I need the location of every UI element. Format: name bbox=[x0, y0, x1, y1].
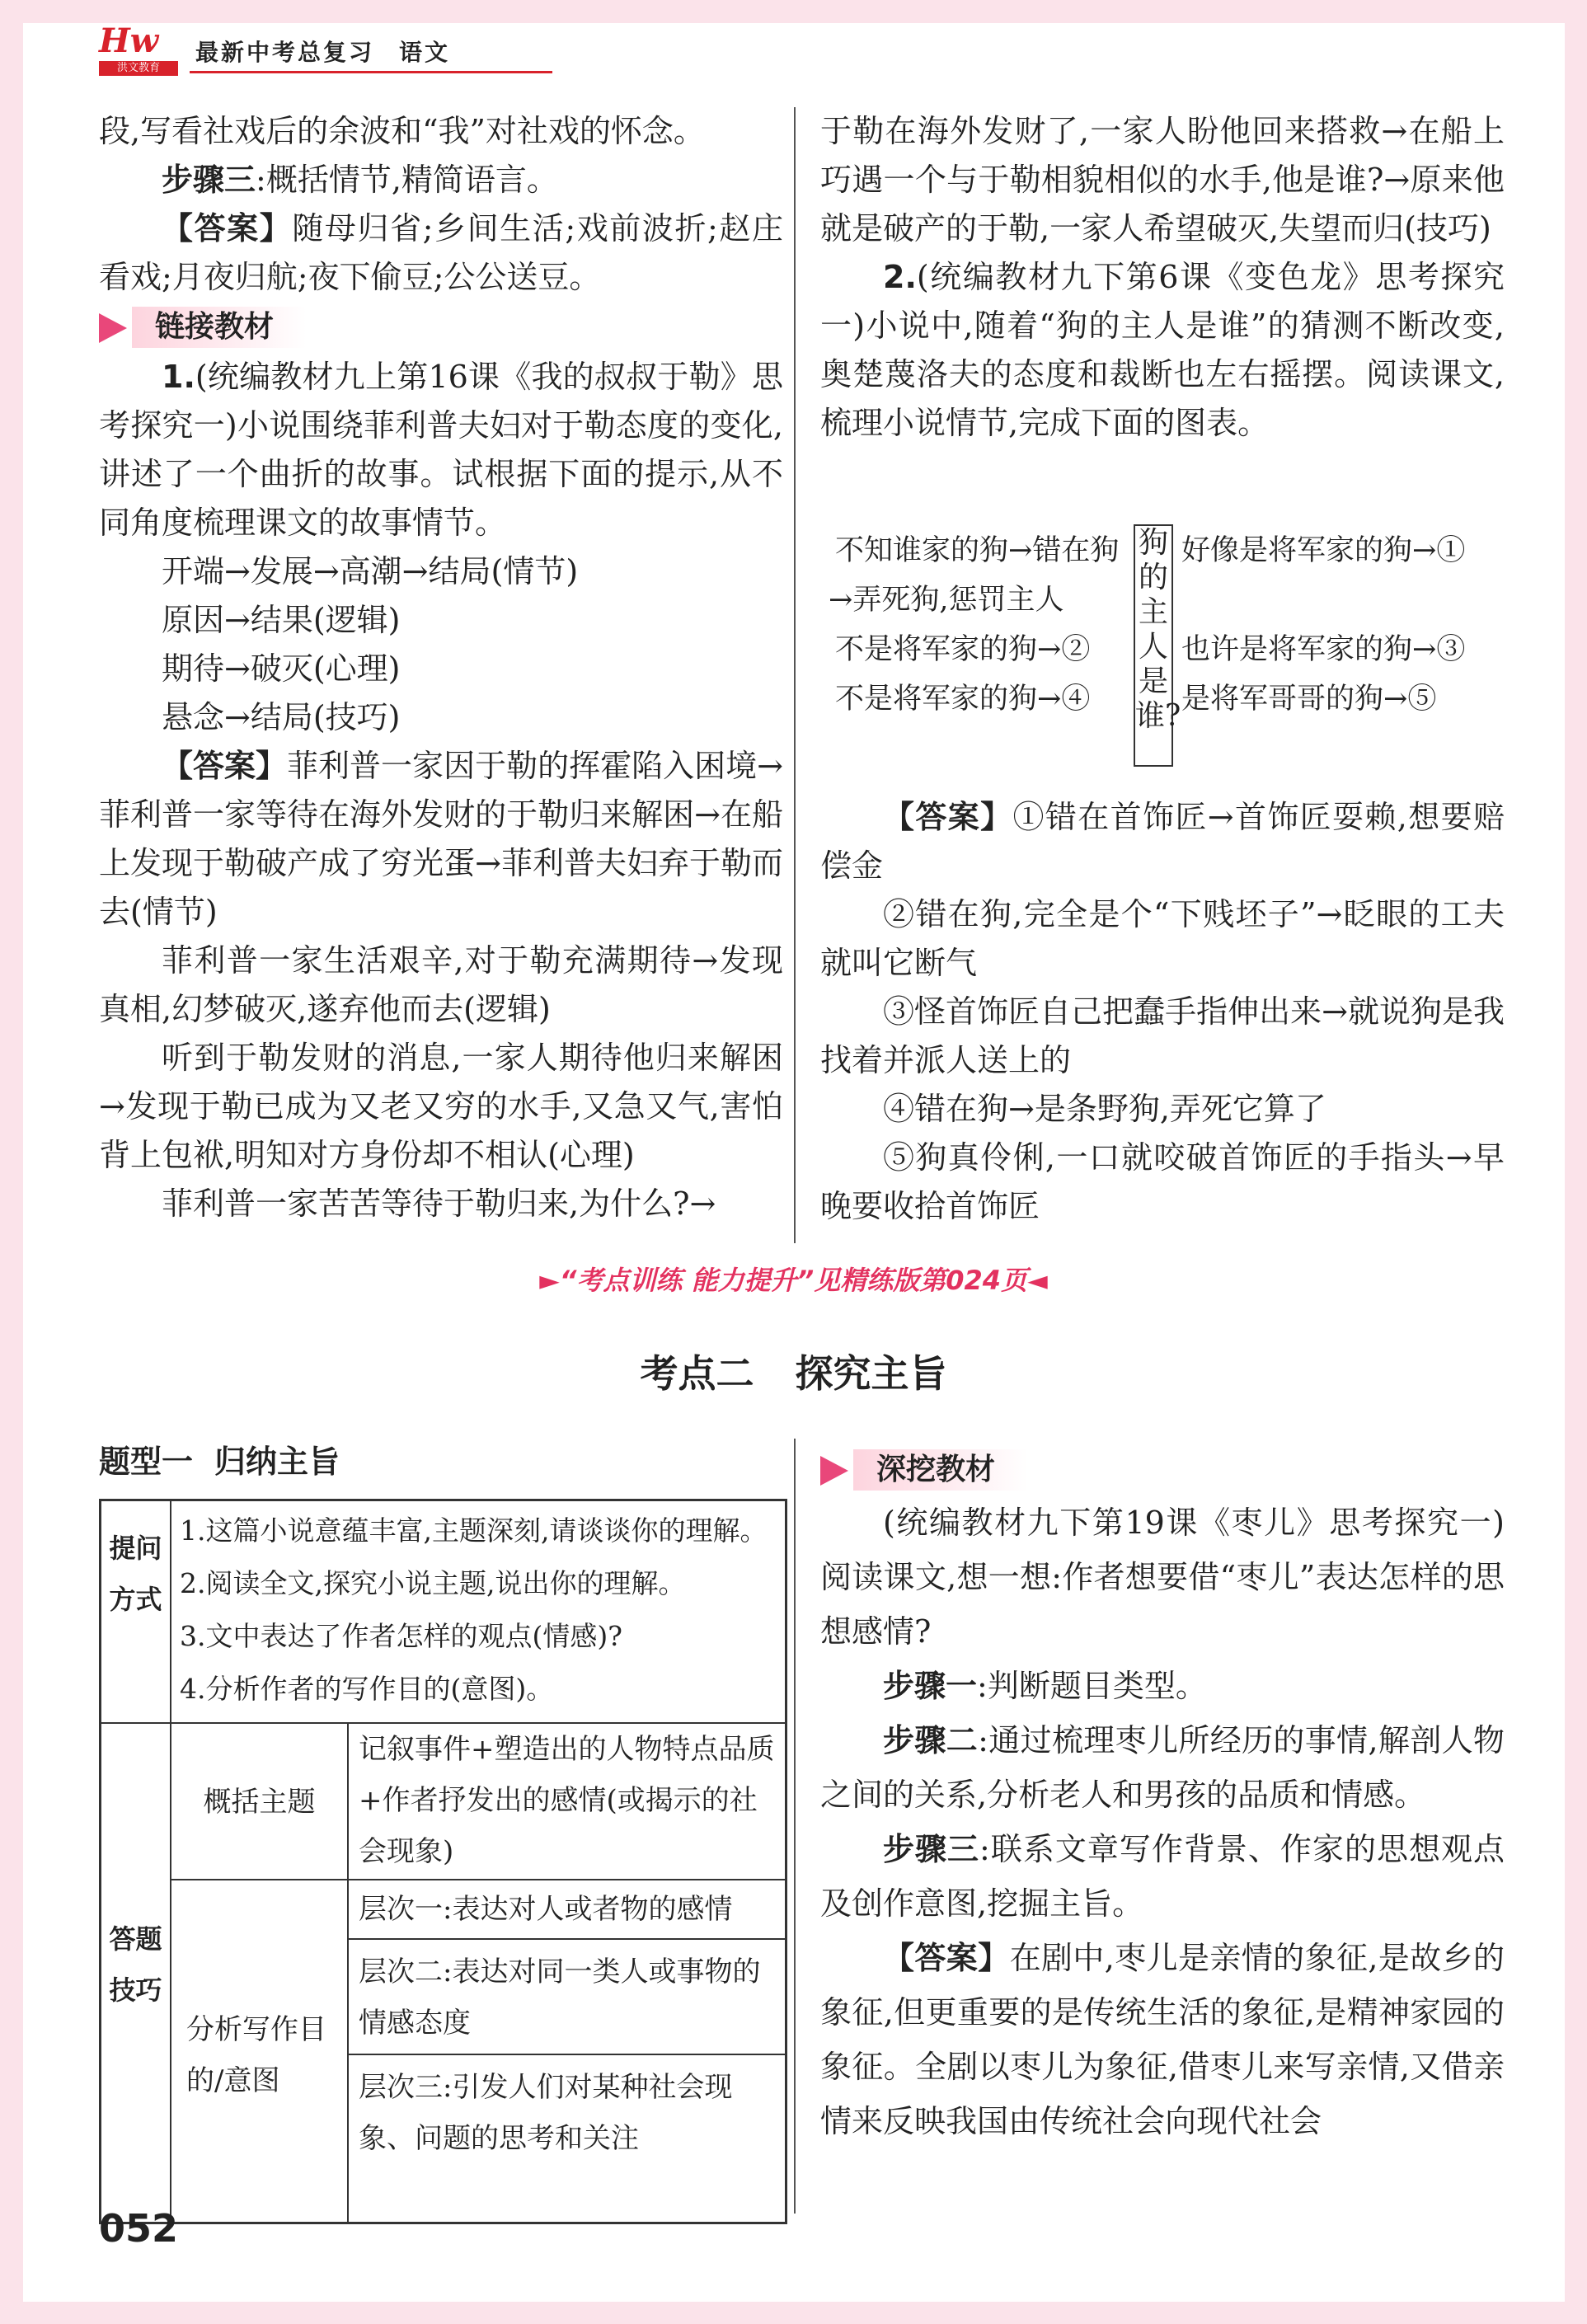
diagram-left-1: 不知谁家的狗→错在狗 bbox=[835, 534, 1120, 567]
hint: 原因→结果(逻辑) bbox=[162, 602, 401, 638]
table-level-3: 层次三:引发人们对某种社会现象、问题的思考和关注 bbox=[359, 2071, 733, 2155]
method-table bbox=[99, 1499, 787, 2224]
section-arrow-icon bbox=[820, 1456, 848, 1486]
step-three: 步骤三:联系文章写作背景、作家的思想观点及创作意图,挖掘主旨。 bbox=[820, 1831, 1505, 1922]
paragraph: 段,写看社戏后的余波和“我”对社戏的怀念。 bbox=[99, 113, 705, 149]
answer: 【答案】①错在首饰匠→首饰匠耍赖,想要赔偿金 bbox=[820, 799, 1505, 884]
diagram-left-3: 不是将军家的狗→② bbox=[835, 633, 1091, 666]
left-column bbox=[99, 107, 783, 1228]
diagram-left-2: →弄死狗,惩罚主人 bbox=[829, 584, 1064, 617]
answer-item: ②错在狗,完全是个“下贱坯子”→眨眼的工夫就叫它断气 bbox=[820, 896, 1505, 981]
table-tiwen-list bbox=[171, 1501, 785, 1724]
answer: 【答案】菲利普一家因于勒的挥霍陷入困境→菲利普一家等待在海外发财的于勒归来解困→在船上发现于勒破产成了穷光蛋→菲利普夫妇弃于勒而去(情节) bbox=[99, 748, 783, 930]
table-gaikuo-label: 概括主题 bbox=[171, 1724, 349, 1880]
table-label-dati: 答题技巧 bbox=[101, 1724, 171, 2222]
answer: 【答案】随母归省;乡间生活;戏前波折;赵庄看戏;月夜归航;夜下偷豆;公公送豆。 bbox=[99, 210, 783, 295]
subject-label: 语文 bbox=[399, 39, 451, 66]
practice-note: ►“考点训练 能力提升”见精练版第024页◄ bbox=[539, 1265, 1048, 1296]
table-item: 1.这篇小说意蕴丰富,主题深刻,请谈谈你的理解。 bbox=[180, 1514, 768, 1547]
table-item: 3.文中表达了作者怎样的观点(情感)? bbox=[180, 1620, 622, 1652]
answer-item: ③怪首饰匠自己把蠢手指伸出来→就说狗是我找着并派人送上的 bbox=[820, 993, 1505, 1078]
step-three: 步骤三:概括情节,精简语言。 bbox=[162, 162, 558, 198]
table-item: 2.阅读全文,探究小说主题,说出你的理解。 bbox=[180, 1567, 686, 1599]
paragraph: (统编教材九下第19课《枣儿》思考探究一)阅读课文,想一想:作者想要借“枣儿”表达怎样的思想感情? bbox=[820, 1505, 1505, 1650]
header-rule bbox=[190, 71, 552, 73]
question-2: 2.(统编教材九下第6课《变色龙》思考探究一)小说中,随着“狗的主人是谁”的猜测不断改变,奥楚蔑洛夫的态度和裁断也左右摇摆。阅读课文,梳理小说情节,完成下面的图表。 bbox=[820, 259, 1505, 441]
logo bbox=[99, 21, 181, 76]
paragraph: 于勒在海外发财了,一家人盼他回来搭救→在船上巧遇一个与于勒相貌相似的水手,他是谁?→原来他就是破产的于勒,一家人希望破灭,失望而归(技巧) bbox=[820, 113, 1505, 246]
paragraph: 听到于勒发财的消息,一家人期待他归来解困→发现于勒已成为又老又穷的水手,又急又气,害怕背上包袱,明知对方身份却不相认(心理) bbox=[99, 1040, 783, 1173]
table-label-tiwen: 提问方式 bbox=[101, 1501, 171, 1724]
paragraph: 菲利普一家苦苦等待于勒归来,为什么?→ bbox=[162, 1185, 716, 1222]
right-column-bottom bbox=[820, 1444, 1505, 2148]
table-item: 4.分析作者的写作目的(意图)。 bbox=[180, 1673, 554, 1705]
column-divider-top bbox=[794, 107, 796, 1243]
answer-item: ⑤狗真伶俐,一口就咬破首饰匠的手指头→早晚要收拾首饰匠 bbox=[820, 1139, 1505, 1224]
table-level-2: 层次二:表达对同一类人或事物的情感态度 bbox=[349, 1940, 785, 2055]
question-type-heading: 题型一 归纳主旨 bbox=[99, 1444, 340, 1480]
diagram-center-box: 狗的主人是谁? bbox=[1134, 524, 1173, 767]
hint: 悬念→结局(技巧) bbox=[162, 699, 401, 735]
table-fenxi-label: 分析写作目的/意图 bbox=[171, 1880, 349, 2222]
step-one: 步骤一:判断题目类型。 bbox=[883, 1668, 1207, 1704]
diagram-right-2: 也许是将军家的狗→③ bbox=[1181, 633, 1466, 666]
section-title: 考点二 探究主旨 bbox=[640, 1351, 947, 1396]
logo-mark: Hw bbox=[99, 21, 159, 60]
header-title bbox=[195, 35, 450, 68]
table-level-1: 层次一:表达对人或者物的感情 bbox=[349, 1880, 785, 1940]
section-arrow-icon bbox=[99, 313, 127, 343]
answer: 【答案】在剧中,枣儿是亲情的象征,是故乡的象征,但更重要的是传统生活的象征,是精神家园的象征。全剧以枣儿为象征,借枣儿来写亲情,又借亲情来反映我国由传统社会向现代社会 bbox=[820, 1940, 1505, 2139]
paragraph: 菲利普一家生活艰辛,对于勒充满期待→发现真相,幻梦破灭,遂弃他而去(逻辑) bbox=[99, 942, 783, 1027]
plot-diagram bbox=[829, 519, 1509, 767]
hint: 期待→破灭(心理) bbox=[162, 650, 401, 687]
question-1: 1.(统编教材九上第16课《我的叔叔于勒》思考探究一)小说围绕菲利普夫妇对于勒态度的变化,讲述了一个曲折的故事。试根据下面的提示,从不同角度梳理课文的故事情节。 bbox=[99, 359, 783, 541]
right-column bbox=[820, 107, 1505, 448]
diagram-right-3: 是将军哥哥的狗→⑤ bbox=[1181, 683, 1437, 716]
right-answers bbox=[820, 793, 1505, 1231]
diagram-right-1: 好像是将军家的狗→① bbox=[1181, 534, 1466, 567]
step-two: 步骤二:通过梳理枣儿所经历的事情,解剖人物之间的关系,分析老人和男孩的品质和情感。 bbox=[820, 1722, 1505, 1813]
answer-item: ④错在狗→是条野狗,弄死它算了 bbox=[883, 1091, 1326, 1127]
diagram-left-4: 不是将军家的狗→④ bbox=[835, 683, 1091, 716]
hint: 开端→发展→高潮→结局(情节) bbox=[162, 553, 579, 589]
logo-subtitle: 洪文教育 bbox=[99, 61, 178, 76]
table-gaikuo-text: 记叙事件+塑造出的人物特点品质+作者抒发出的感情(或揭示的社会现象) bbox=[349, 1724, 785, 1880]
page-header bbox=[92, 18, 554, 81]
section-link-textbook: 链接教材 bbox=[99, 307, 783, 348]
column-divider-bottom bbox=[794, 1439, 796, 2214]
page-number: 052 bbox=[99, 2206, 179, 2251]
book-title: 最新中考总复习 bbox=[195, 39, 375, 66]
section-dig-textbook: 深挖教材 bbox=[820, 1449, 1505, 1491]
